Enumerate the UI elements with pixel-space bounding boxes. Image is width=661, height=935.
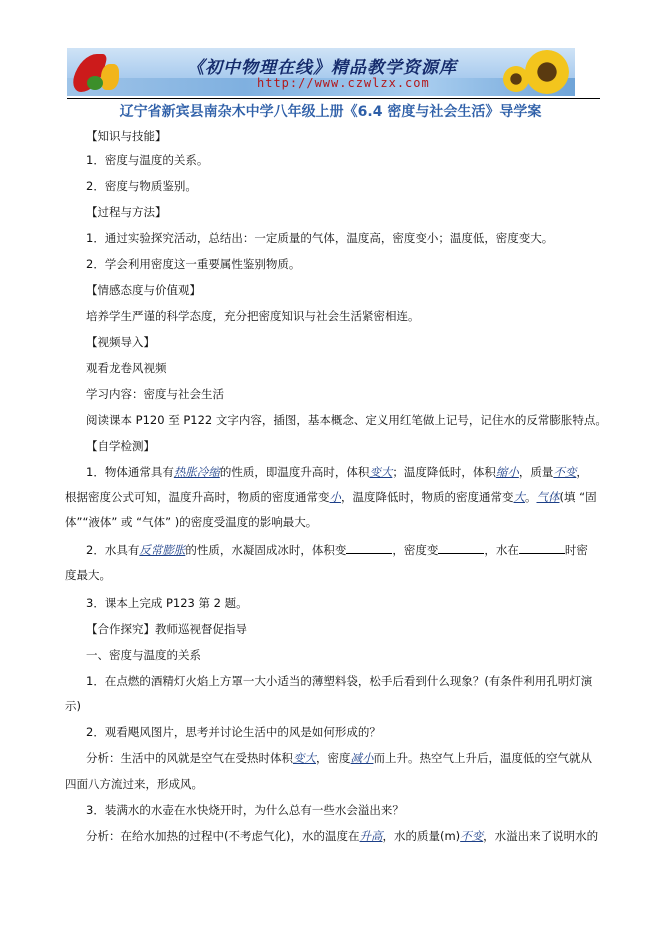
text: (填 “固	[559, 490, 597, 504]
question-1-line-2	[65, 489, 597, 505]
text: 。	[525, 490, 537, 504]
header-banner	[67, 48, 575, 96]
analysis-1-line-2: 四面八方流过来，形成风。	[65, 777, 203, 791]
text: 根据密度公式可知，温度升高时，物质的密度通常变	[65, 490, 330, 504]
sunflower-icon	[525, 50, 569, 94]
banner-url: http://www.czwlzx.com	[257, 76, 430, 90]
text: ，密度	[316, 751, 351, 765]
filled-answer: 减小	[350, 751, 374, 765]
analysis-1-line-1	[86, 750, 592, 766]
paragraph: 1．密度与温度的关系。	[86, 153, 209, 167]
filled-answer: 气体	[536, 490, 560, 504]
paragraph: 学习内容：密度与社会生活	[86, 387, 224, 401]
text: 时密	[564, 543, 588, 557]
question-1-line-1	[86, 464, 588, 480]
analysis-3-line-1	[86, 828, 598, 844]
question-1-line-3: 体”“液体” 或 “气体” )的密度受温度的影响最大。	[65, 515, 318, 529]
section-heading: 【过程与方法】	[86, 205, 167, 219]
paragraph: 3．课本上完成 P123 第 2 题。	[86, 596, 248, 610]
filled-answer: 变大	[369, 465, 393, 479]
text: ；温度降低时，体积	[392, 465, 496, 479]
paragraph: 3．装满水的水壶在水快烧开时，为什么总有一些水会溢出来？	[86, 803, 404, 817]
filled-answer: 反常膨胀	[139, 543, 186, 557]
text: ，质量	[518, 465, 554, 479]
paragraph: 2．密度与物质鉴别。	[86, 179, 197, 193]
section-heading: 【情感态度与价值观】	[86, 283, 201, 297]
filled-answer: 大	[513, 490, 525, 504]
answer-blank	[519, 542, 565, 554]
page-title: 辽宁省新宾县南杂木中学八年级上册《6.4 密度与社会生活》导学案	[119, 104, 542, 120]
question-2-line-2: 度最大。	[65, 568, 111, 582]
filled-answer: 不变	[553, 465, 577, 479]
logo-yellow-shape	[101, 64, 119, 90]
filled-answer: 缩小	[495, 465, 519, 479]
filled-answer: 不变	[460, 829, 484, 843]
subsection-heading: 一、密度与温度的关系	[86, 648, 201, 662]
answer-blank	[346, 542, 392, 554]
text: 1．物体通常具有	[86, 465, 174, 479]
section-heading: 【自学检测】	[86, 439, 155, 453]
banner-title: 《初中物理在线》精品教学资源库	[187, 58, 457, 78]
header-rule	[67, 98, 600, 99]
question-2-line-1	[86, 542, 588, 558]
paragraph: 培养学生严谨的科学态度，充分把密度知识与社会生活紧密相连。	[86, 309, 420, 323]
filled-answer: 升高	[359, 829, 383, 843]
text: ，水的质量(m)	[382, 829, 461, 843]
text: 的性质，即温度升高时，体积	[219, 465, 370, 479]
text: ，温度降低时，物质的密度通常变	[341, 490, 514, 504]
filled-answer: 小	[329, 490, 341, 504]
paragraph: 观看龙卷风视频	[86, 361, 167, 375]
text: 2．水具有	[86, 543, 140, 557]
text: ，水溢出来了说明水的	[483, 829, 599, 843]
section-heading: 【知识与技能】	[86, 129, 167, 143]
section-heading: 【视频导入】	[86, 335, 155, 349]
text: 分析：在给水加热的过程中(不考虑气化)，水的温度在	[86, 829, 360, 843]
text: 而上升。热空气上升后，温度低的空气就从	[373, 751, 592, 765]
text: ，	[576, 465, 588, 479]
answer-blank	[438, 542, 484, 554]
filled-answer: 变大	[293, 751, 316, 765]
paragraph: 1．在点燃的酒精灯火焰上方罩一大小适当的薄塑料袋，松手后看到什么现象？(有条件利用孔明灯演	[86, 674, 593, 688]
text: 的性质，水凝固成冰时，体积变	[185, 543, 347, 557]
paragraph: 2．观看飓风图片，思考并讨论生活中的风是如何形成的？	[86, 725, 381, 739]
logo-green-shape	[87, 76, 103, 90]
paragraph: 示)	[65, 699, 81, 713]
filled-answer: 热胀冷缩	[173, 465, 220, 479]
paragraph: 2．学会利用密度这一重要属性鉴别物质。	[86, 257, 301, 271]
paragraph: 阅读课本 P120 至 P122 文字内容，插图，基本概念、定义用红笔做上记号，记住水的反常膨胀特点。	[86, 413, 607, 427]
text: 分析：生活中的风就是空气在受热时体积	[86, 751, 293, 765]
section-heading: 【合作探究】教师巡视督促指导	[86, 622, 247, 636]
paragraph: 1．通过实验探究活动，总结出：一定质量的气体，温度高，密度变小；温度低，密度变大。	[86, 231, 554, 245]
text: ，密度变	[392, 543, 439, 557]
text: ，水在	[484, 543, 519, 557]
